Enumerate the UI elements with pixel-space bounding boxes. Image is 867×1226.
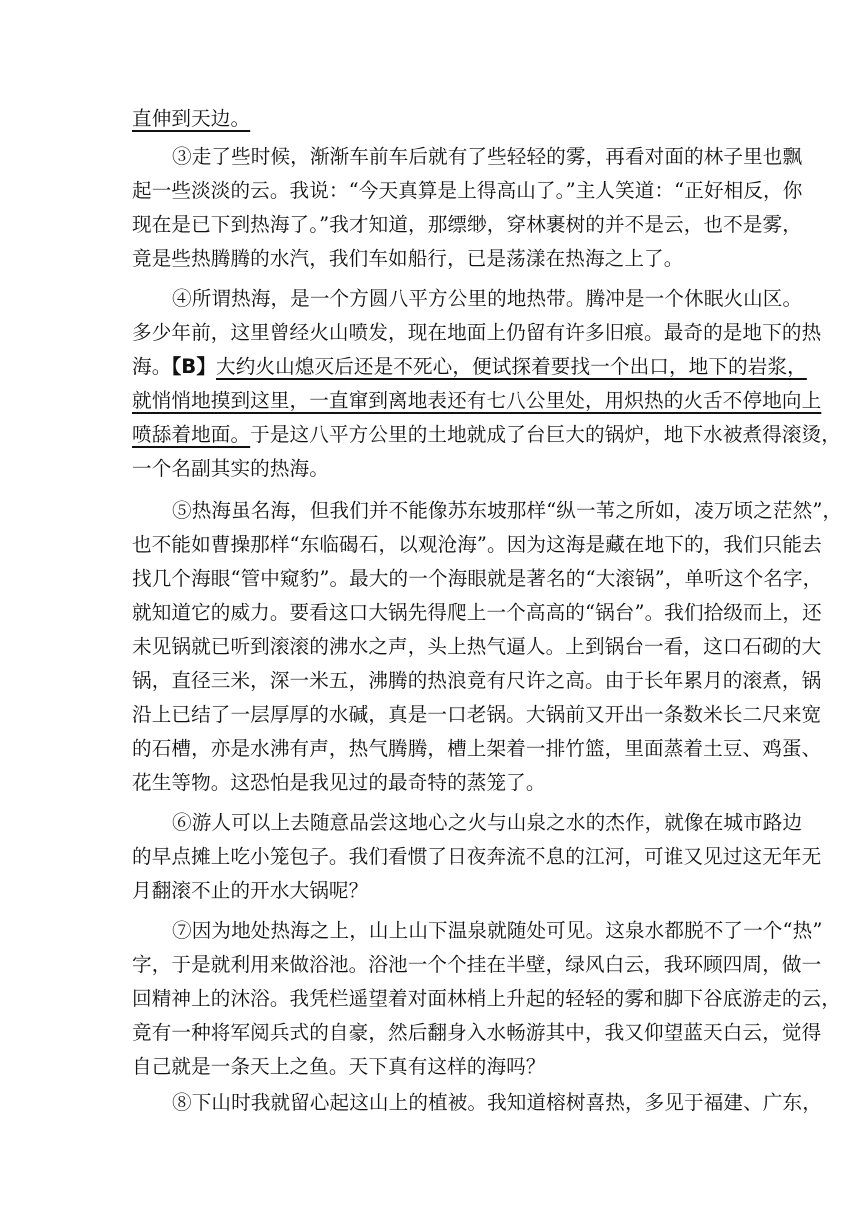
paragraph-5-line-9: 花生等物。这恐怕是我见过的最奇特的蒸笼了。 [132, 771, 546, 794]
paragraph-5-line-2: 也不能如曹操那样“东临碣石，以观沧海”。因为这海是藏在地下的，我们只能去 [132, 533, 822, 556]
sentence-continuation: 于是这八平方公里的土地就成了台巨大的锅炉，地下水被煮得滚烫， [250, 423, 841, 446]
paragraph-8-line-1: ⑧下山时我就留心起这山上的植被。我知道榕树喜热，多见于福建、广东， [172, 1091, 822, 1114]
paragraph-3-line-1: ③走了些时候，渐渐车前车后就有了些轻轻的雾，再看对面的林子里也飘 [172, 145, 803, 168]
paragraph-7-line-5: 自己就是一条天上之鱼。天下真有这样的海吗？ [132, 1055, 546, 1078]
paragraph-5-line-1: ⑤热海虽名海，但我们并不能像苏东坡那样“纵一苇之所如，凌万顷之茫然”， [172, 499, 843, 522]
paragraph-5-line-4: 就知道它的威力。要看这口大锅先得爬上一个高高的“锅台”。我们拾级而上，还 [132, 601, 822, 624]
sentence-start: 海。 [132, 355, 172, 378]
paragraph-3-line-2: 起一些淡淡的云。我说：“今天真算是上得高山了。”主人笑道：“正好相反，你 [132, 179, 803, 202]
paragraph-6-line-1: ⑥游人可以上去随意品尝这地心之火与山泉之水的杰作，就像在城市路边 [172, 811, 803, 834]
paragraph-3-line-4: 竟是些热腾腾的水汽，我们车如船行，已是荡漾在热海之上了。 [132, 247, 684, 270]
paragraph-5-line-8: 的石槽，亦是水沸有声，热气腾腾，槽上架着一排竹篮，里面蒸着土豆、鸡蛋、 [132, 737, 822, 760]
paragraph-5-line-6: 锅，直径三米，深一米五，沸腾的热浪竟有尺许之高。由于长年累月的滚煮，锅 [132, 669, 822, 692]
marker-b: 【B】 [171, 355, 217, 378]
paragraph-4-line-3 [132, 354, 807, 380]
paragraph-7-line-3: 回精神上的沐浴。我凭栏遥望着对面林梢上升起的轻轻的雾和脚下谷底游走的云， [132, 987, 841, 1010]
paragraph-3-line-3: 现在是已下到热海了。”我才知道，那缥缈，穿林裹树的并不是云，也不是雾， [132, 213, 802, 236]
underlined-sentence-part-1: 大约火山熄灭后还是不死心，便试探着要找一个出口，地下的岩浆， [216, 355, 807, 378]
paragraph-7-line-1: ⑦因为地处热海之上，山上山下温泉就随处可见。这泉水都脱不了一个“热” [172, 919, 823, 942]
paragraph-4-line-1: ④所谓热海，是一个方圆八平方公里的地热带。腾冲是一个休眠火山区。 [172, 287, 803, 310]
paragraph-5-line-5: 未见锅就已听到滚滚的沸水之声，头上热气逼人。上到锅台一看，这口石砌的大 [132, 635, 822, 658]
underlined-sentence-part-2: 就悄悄地摸到这里，一直窜到离地表还有七八公里处，用炽热的火舌不停地向上 [132, 389, 822, 412]
paragraph-5-line-7: 沿上已结了一层厚厚的水碱，真是一口老锅。大锅前又开出一条数米长二尺来宽 [132, 703, 822, 726]
underlined-sentence-part-3: 喷舔着地面。 [132, 423, 251, 446]
paragraph-7-line-4: 竟有一种将军阅兵式的自豪，然后翻身入水畅游其中，我又仰望蓝天白云，觉得 [132, 1021, 822, 1044]
paragraph-4-line-6: 一个名副其实的热海。 [132, 457, 329, 480]
paragraph-6-line-3: 月翻滚不止的开水大锅呢？ [132, 879, 369, 902]
paragraph-7-line-2: 字，于是就利用来做浴池。浴池一个个挂在半壁，绿风白云，我环顾四周，做一 [132, 953, 822, 976]
text-line-1: 直伸到天边。 [132, 107, 251, 130]
paragraph-4-line-2: 多少年前，这里曾经火山喷发，现在地面上仍留有许多旧痕。最奇的是地下的热 [132, 321, 822, 344]
paragraph-5-line-3: 找几个海眼“管中窥豹”。最大的一个海眼就是著名的“大滚锅”，单听这个名字， [132, 567, 823, 590]
paragraph-6-line-2: 的早点摊上吃小笼包子。我们看惯了日夜奔流不息的江河，可谁又见过这无年无 [132, 845, 822, 868]
paragraph-4-line-5 [132, 422, 841, 448]
